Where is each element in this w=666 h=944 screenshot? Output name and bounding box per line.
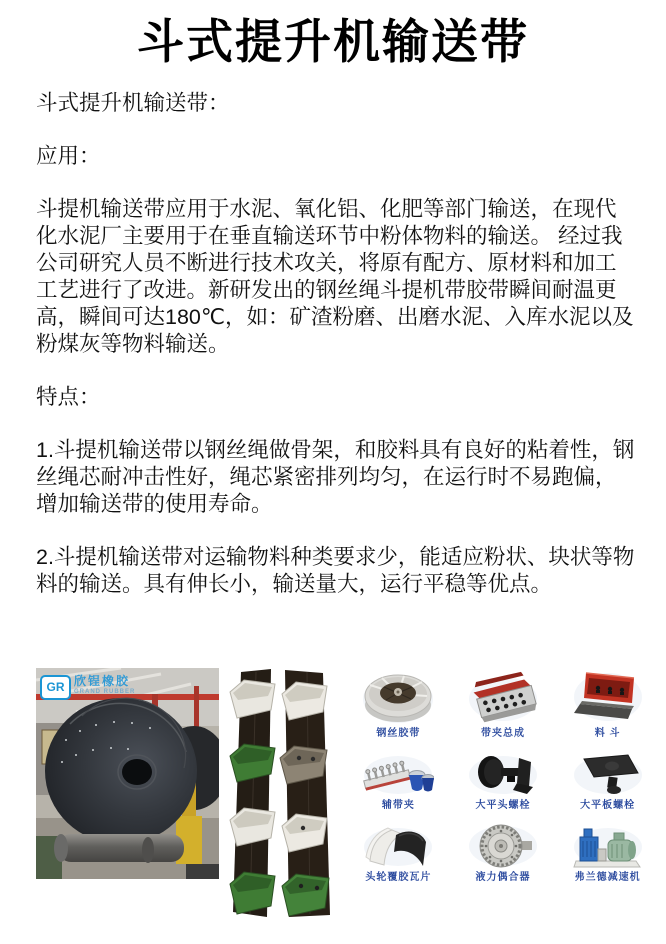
product-label: 钢丝胶带 xyxy=(376,728,421,739)
product-label: 带夹总成 xyxy=(480,728,525,739)
bucket-display-board xyxy=(229,666,336,919)
product-thumb-belt-laying-clamp xyxy=(346,748,451,812)
product-thumb-flat-plate-bolt xyxy=(555,748,660,812)
belt-roll-photo xyxy=(36,668,219,879)
product-label: 辅带夹 xyxy=(381,800,415,811)
product-thumb-flat-head-bolt xyxy=(451,748,556,812)
paragraph-application-heading: 应用： xyxy=(36,144,101,168)
paragraph-features-heading: 特点： xyxy=(36,385,101,409)
brand-logo-monogram: GR xyxy=(40,675,71,700)
product-thumb-fluid-coupling xyxy=(451,820,556,884)
flat-plate-bolt-icon xyxy=(572,751,644,797)
product-label: 大平头螺栓 xyxy=(475,800,531,811)
page-title: 斗式提升机输送带 xyxy=(137,15,529,68)
product-thumb-flender-reducer xyxy=(555,820,660,884)
product-gallery xyxy=(0,660,666,944)
fluid-coupling-icon xyxy=(467,823,539,869)
belt-clamp-assembly-icon xyxy=(467,669,539,725)
bucket-display-illustration xyxy=(229,666,336,919)
product-label: 料 斗 xyxy=(594,728,621,739)
hopper-icon xyxy=(572,669,644,725)
article-body xyxy=(36,90,636,598)
paragraph-application: 斗提机输送带应用于水泥、氧化铝、化肥等部门输送，在现代化水泥厂主要用于在垂直输送环节中粉体物料的输送。 经过我公司研究人员不断进行技术攻关，将原有配方、原材料和加工工艺进行了改进。新研发出的钢丝绳斗提机带胶带瞬间耐温更高，瞬间可达180℃，如：矿渣粉磨、出磨水泥、入库水泥以及粉煤灰等物料输送。 xyxy=(36,197,634,356)
product-label: 弗兰德减速机 xyxy=(574,872,641,883)
brand-name-en: GRAND RUBBER xyxy=(74,689,136,695)
accessories-grid xyxy=(346,666,660,884)
flat-head-bolt-icon xyxy=(467,751,539,797)
brand-logo xyxy=(40,675,135,700)
belt-laying-clamp-icon xyxy=(362,751,434,797)
flender-reducer-icon xyxy=(572,823,644,869)
product-thumb-head-wheel-rubber-tile xyxy=(346,820,451,884)
paragraph-feature-2: 2.斗提机输送带对运输物料种类要求少，能适应粉状、块状等物料的输送。具有伸长小，输送量大，运行平稳等优点。 xyxy=(36,545,635,596)
steel-cord-belt-icon xyxy=(362,669,434,725)
product-thumb-hopper xyxy=(555,666,660,740)
head-wheel-rubber-tile-icon xyxy=(362,823,434,869)
paragraph-feature-1: 1.斗提机输送带以钢丝绳做骨架，和胶料具有良好的粘着性，钢丝绳芯耐冲击性好，绳芯紧密排列均匀，在运行时不易跑偏，增加输送带的使用寿命。 xyxy=(36,438,635,516)
product-label: 头轮覆胶瓦片 xyxy=(365,872,432,883)
product-label: 大平板螺栓 xyxy=(580,800,636,811)
product-thumb-steel-cord-belt xyxy=(346,666,451,740)
product-label: 液力偶合器 xyxy=(475,872,531,883)
product-thumb-belt-clamp-assembly xyxy=(451,666,556,740)
brand-name-cn: 欣锃橡胶 xyxy=(74,674,131,688)
paragraph-heading: 斗式提升机输送带： xyxy=(36,91,230,115)
